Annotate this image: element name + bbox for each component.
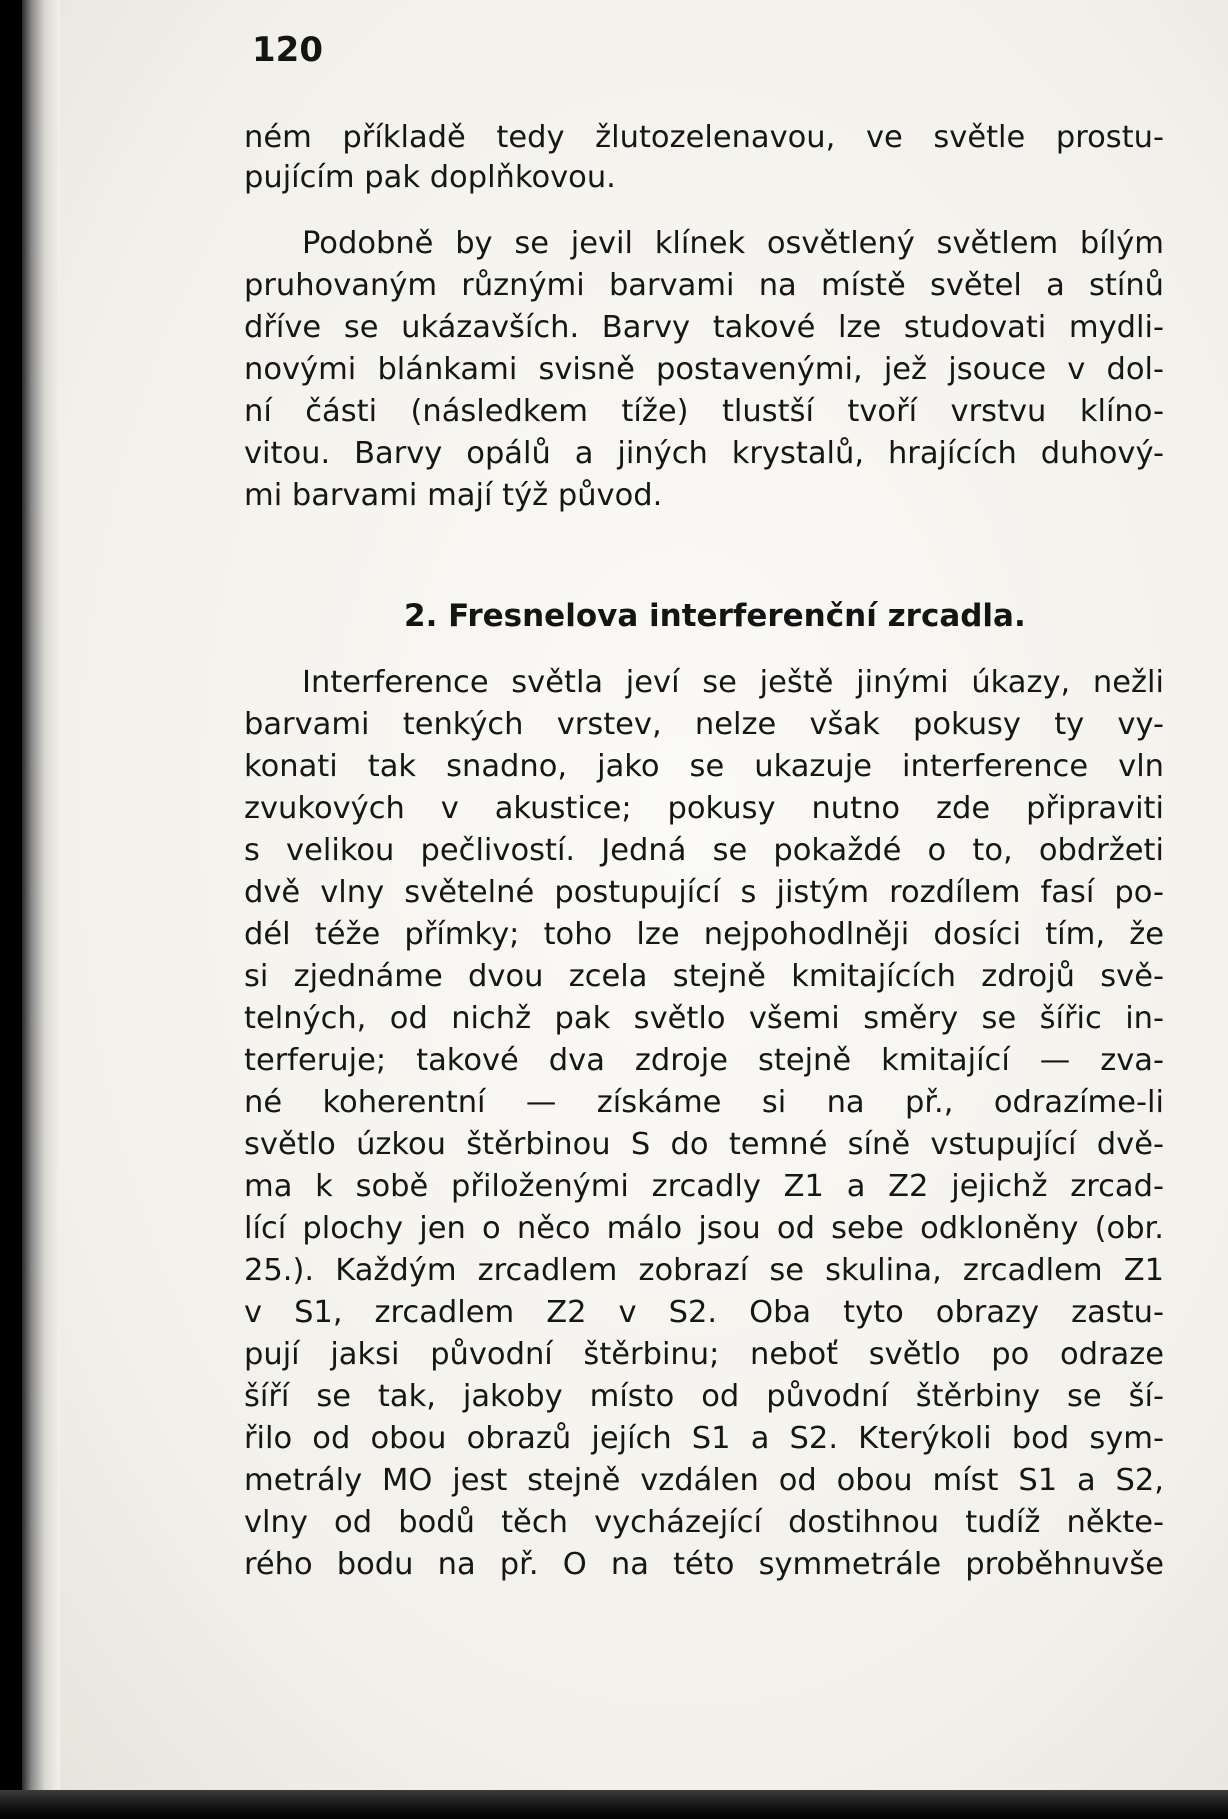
text-line: pruhovaným různými barvami na místě světel a stínů bbox=[244, 268, 1164, 303]
text-line: vlny od bodů těch vycházející dostihnou tudíž někte- bbox=[244, 1505, 1164, 1540]
text-line: rého bodu na př. O na této symmetrále proběhnuvše bbox=[244, 1547, 1164, 1582]
text-line: si zjednáme dvou zcela stejně kmitajících zdrojů svě- bbox=[244, 959, 1164, 994]
text-line: 25.). Každým zrcadlem zobrazí se skulina, zrcadlem Z1 bbox=[244, 1253, 1164, 1288]
text-line: dříve se ukázavších. Barvy takové lze studovati mydli- bbox=[244, 310, 1164, 345]
text-line: s velikou pečlivostí. Jedná se pokaždé o to, obdržeti bbox=[244, 833, 1164, 868]
section-heading: 2. Fresnelova interferenční zrcadla. bbox=[404, 598, 1026, 634]
text-line: novými blánkami svisně postavenými, jež jsouce v dol- bbox=[244, 352, 1164, 387]
text-line: pujícím pak doplňkovou. bbox=[244, 160, 616, 195]
text-line: dél téže přímky; toho lze nejpohodlněji dosíci tím, že bbox=[244, 917, 1164, 952]
text-line: v S1, zrcadlem Z2 v S2. Oba tyto obrazy zastu- bbox=[244, 1295, 1164, 1330]
book-page bbox=[22, 0, 1228, 1790]
text-line: řilo od obou obrazů jejích S1 a S2. Kterýkoli bod sym- bbox=[244, 1421, 1164, 1456]
text-line: mi barvami mají týž původ. bbox=[244, 478, 663, 513]
text-line: Podobně by se jevil klínek osvětlený světlem bílým bbox=[302, 226, 1164, 261]
text-line: metrály MO jest stejně vzdálen od obou míst S1 a S2, bbox=[244, 1463, 1164, 1498]
text-line: barvami tenkých vrstev, nelze však pokusy ty vy- bbox=[244, 707, 1164, 742]
text-line: dvě vlny světelné postupující s jistým rozdílem fasí po- bbox=[244, 875, 1164, 910]
text-line: vitou. Barvy opálů a jiných krystalů, hrajících duhový- bbox=[244, 436, 1164, 471]
page-number: 120 bbox=[252, 30, 323, 70]
text-line: pují jaksi původní štěrbinu; neboť světlo po odraze bbox=[244, 1337, 1164, 1372]
page-bottom-edge bbox=[0, 1790, 1228, 1819]
book-spine-shadow bbox=[22, 0, 60, 1790]
text-line: světlo úzkou štěrbinou S do temné síně vstupující dvě- bbox=[244, 1127, 1164, 1162]
text-line: zvukových v akustice; pokusy nutno zde připraviti bbox=[244, 791, 1164, 826]
text-line: ní části (následkem tíže) tlustší tvoří vrstvu klíno- bbox=[244, 394, 1164, 429]
text-line: terferuje; takové dva zdroje stejně kmitající — zva- bbox=[244, 1043, 1164, 1078]
text-line: ma k sobě přiloženými zrcadly Z1 a Z2 jejichž zrcad- bbox=[244, 1169, 1164, 1204]
text-line: né koherentní — získáme si na př., odrazíme-li bbox=[244, 1085, 1164, 1120]
text-line: šíří se tak, jakoby místo od původní štěrbiny se ší- bbox=[244, 1379, 1164, 1414]
text-line: lící plochy jen o něco málo jsou od sebe odkloněny (obr. bbox=[244, 1211, 1164, 1246]
text-line: ném příkladě tedy žlutozelenavou, ve světle prostu- bbox=[244, 120, 1164, 155]
text-line: konati tak snadno, jako se ukazuje interference vln bbox=[244, 749, 1164, 784]
text-line: Interference světla jeví se ještě jinými úkazy, nežli bbox=[302, 665, 1164, 700]
text-line: telných, od nichž pak světlo všemi směry se šířic in- bbox=[244, 1001, 1164, 1036]
